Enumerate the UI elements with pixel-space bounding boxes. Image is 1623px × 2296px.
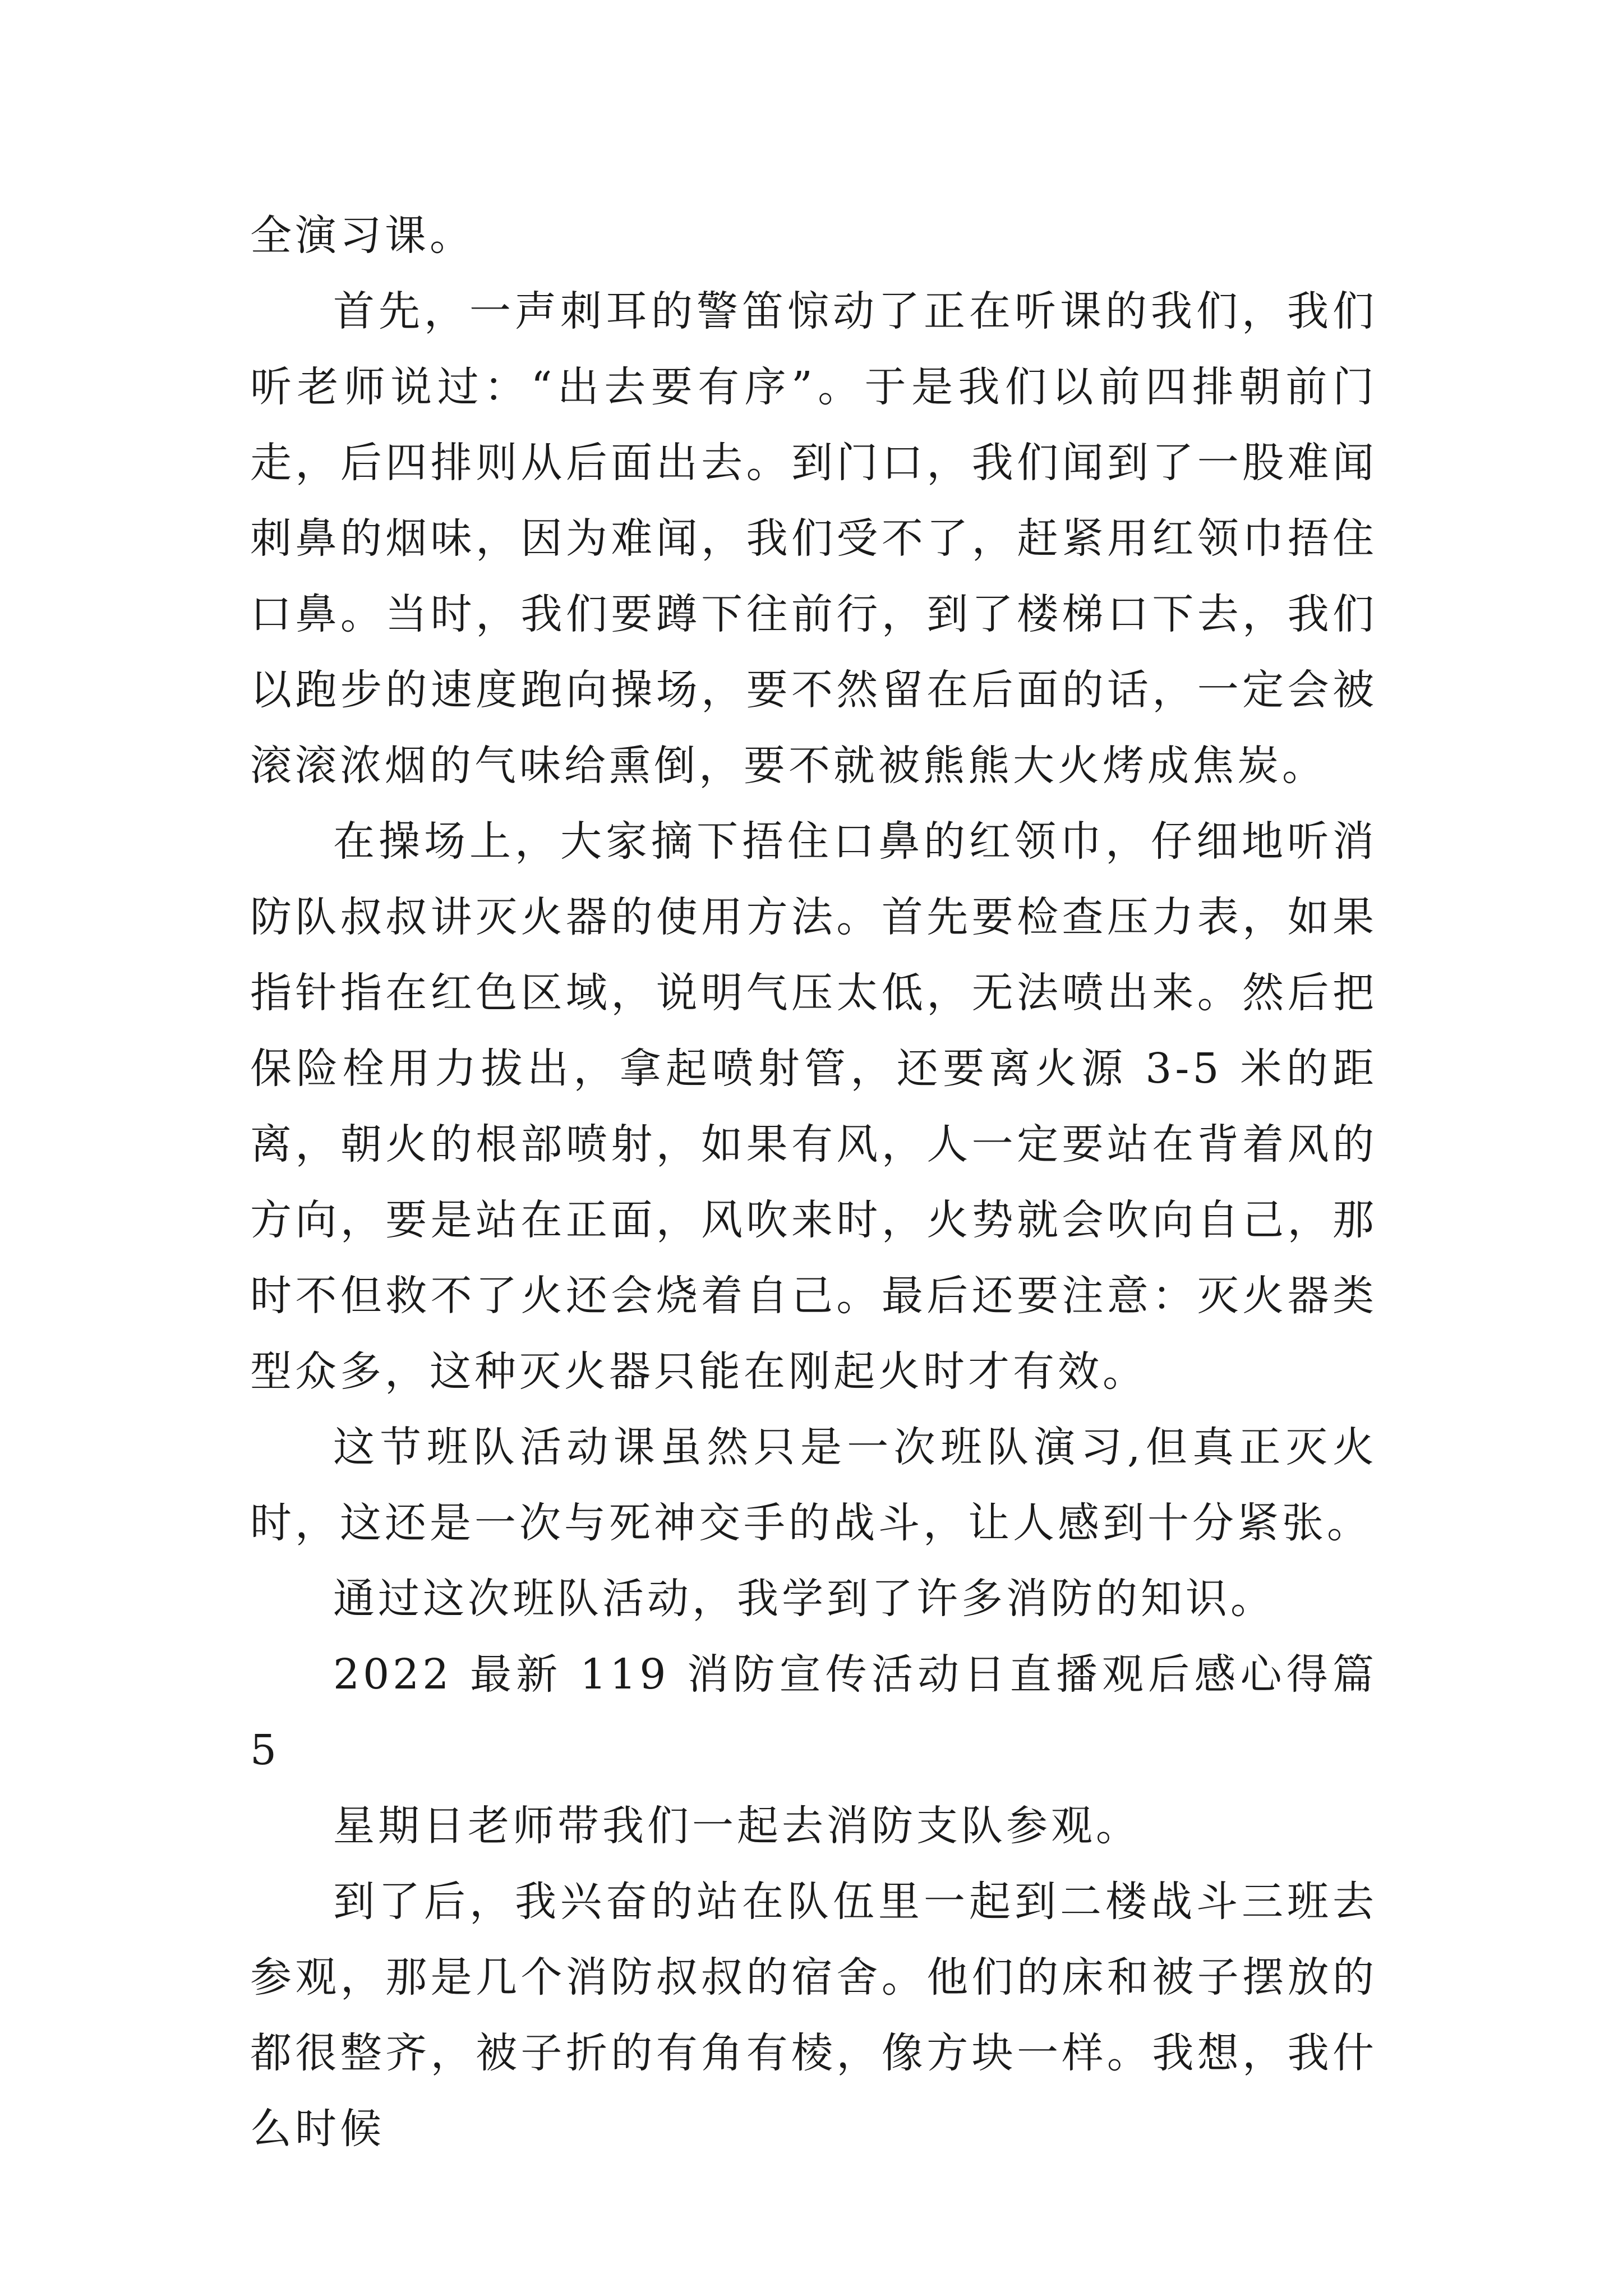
section-heading: 2022 最新 119 消防宣传活动日直播观后感心得篇 5 [250, 1650, 1377, 1774]
paragraph-continuation: 全演习课。 [250, 211, 474, 260]
paragraph-extinguisher: 在操场上，大家摘下捂住口鼻的红领巾，仔细地听消防队叔叔讲灭火器的使用方法。首先要检查压力表，如果指针指在红色区域，说明气压太低，无法喷出来。然后把保险栓用力拔出，拿起喷射管，还要离火源 3-5 米的距离，朝火的根部喷射，如果有风，人一定要站在背着风的方向，要是站在正面，风吹来时，火势就会吹向自己，那时不但救不了火还会烧着自己。最后还要注意：灭火器类型众多，这种灭火器只能在刚起火时才有效。 [250, 817, 1377, 1396]
paragraph-dormitory: 到了后，我兴奋的站在队伍里一起到二楼战斗三班去参观，那是几个消防叔叔的宿舍。他们的床和被子摆放的都很整齐，被子折的有角有棱，像方块一样。我想，我什么时候 [250, 1878, 1377, 2153]
paragraph-learned: 通过这次班队活动，我学到了许多消防的知识。 [333, 1575, 1275, 1623]
document-body [250, 198, 1377, 2167]
paragraph-reflection: 这节班队活动课虽然只是一次班队演习,但真正灭火时，这还是一次与死神交手的战斗，让人感到十分紧张。 [250, 1423, 1377, 1547]
paragraph-evacuation: 首先，一声刺耳的警笛惊动了正在听课的我们，我们听老师说过：“出去要有序”。于是我们以前四排朝前门走，后四排则从后面出去。到门口，我们闻到了一股难闻刺鼻的烟味，因为难闻，我们受不了，赶紧用红领巾捂住口鼻。当时，我们要蹲下往前行，到了楼梯口下去，我们以跑步的速度跑向操场，要不然留在后面的话，一定会被滚滚浓烟的气味给熏倒，要不就被熊熊大火烤成焦炭。 [250, 287, 1377, 790]
paragraph-visit-intro: 星期日老师带我们一起去消防支队参观。 [333, 1802, 1141, 1850]
